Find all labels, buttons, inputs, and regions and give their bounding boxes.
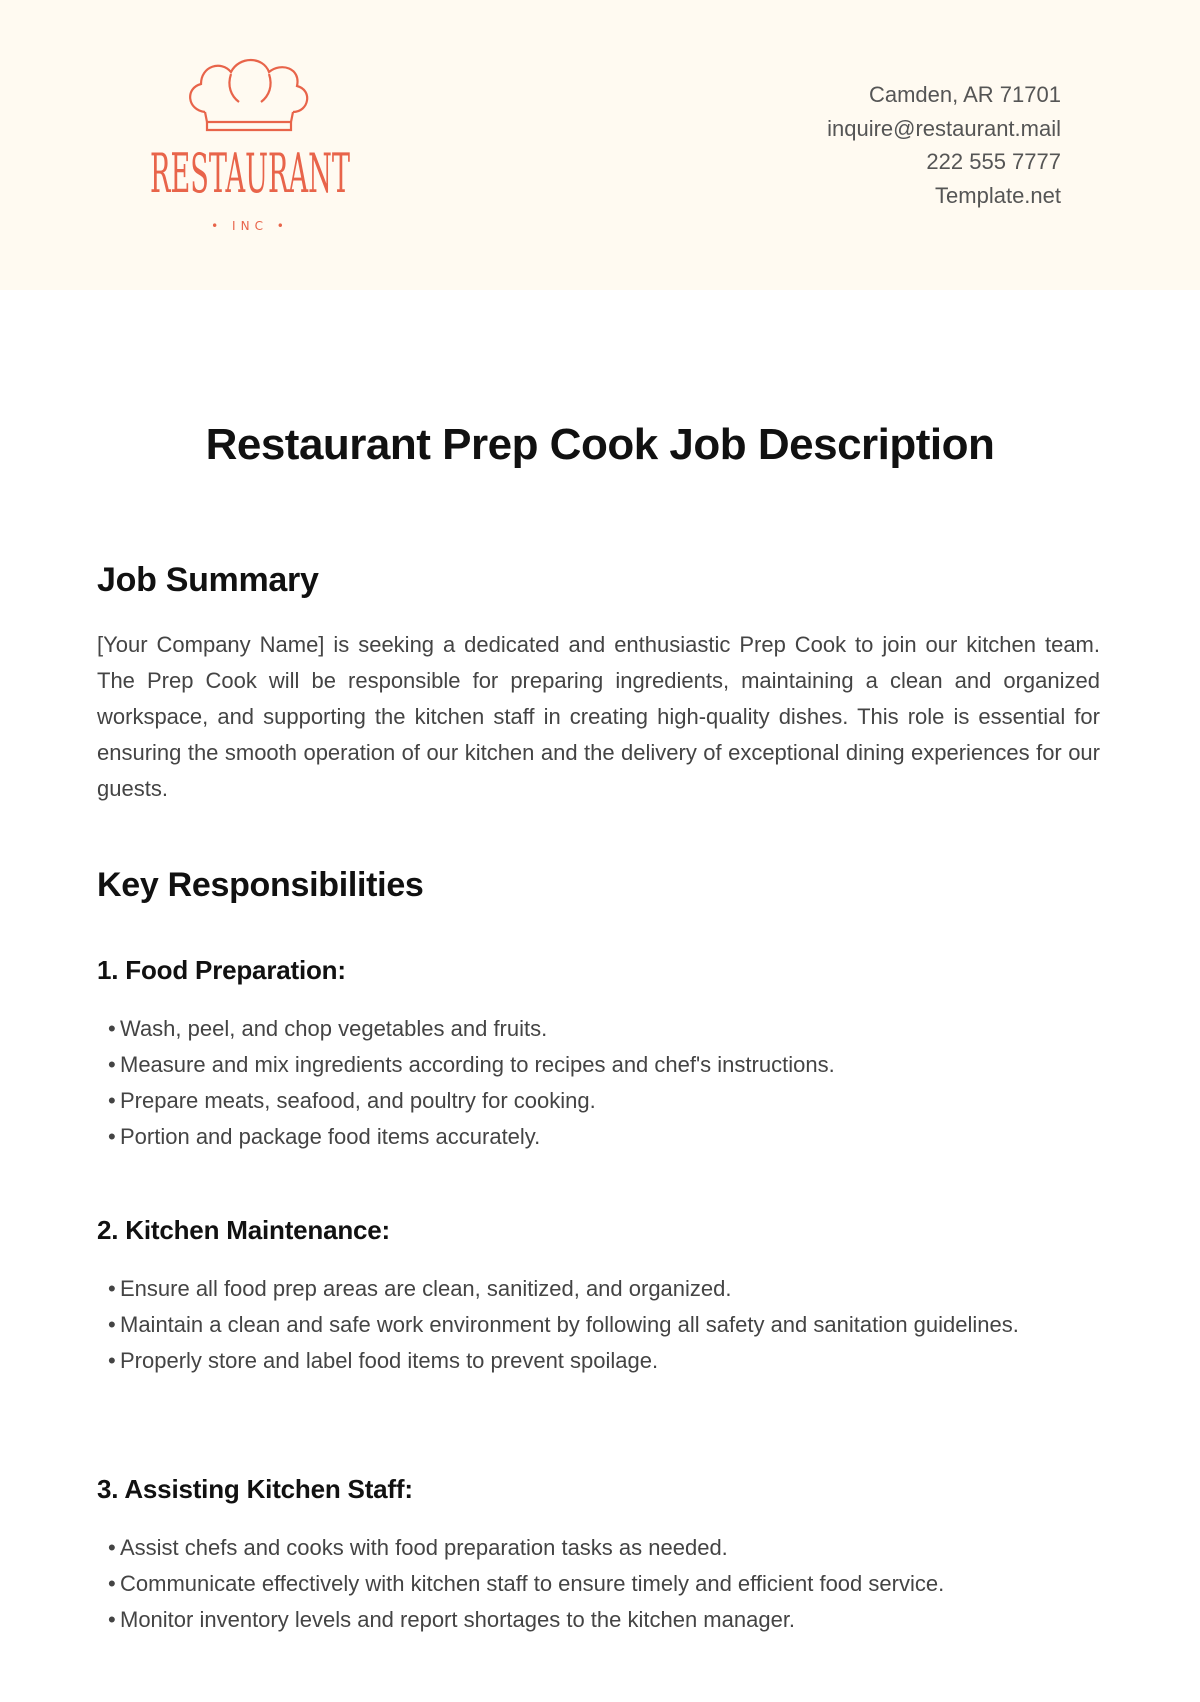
list-item: • Wash, peel, and chop vegetables and fruits. (108, 1011, 1076, 1047)
list-item: • Maintain a clean and safe work environment by following all safety and sanitation guidelines. (108, 1307, 1076, 1343)
document-title: Restaurant Prep Cook Job Description (205, 420, 995, 469)
chef-hat-icon (190, 60, 307, 130)
list-item: • Portion and package food items accurately. (108, 1119, 1076, 1155)
job-summary-text: [Your Company Name] is seeking a dedicated and enthusiastic Prep Cook to join our kitchen team. The Prep Cook will be responsible for preparing ingredients, maintaining a clean and organized workspace, and supporting the kitchen staff in creating high-quality dishes. This role is essential for ensuring the smooth operation of our kitchen and the delivery of exceptional dining experiences for our guests. (97, 632, 1100, 801)
assisting-kitchen-staff-list (108, 1530, 1076, 1638)
contact-phone: 222 555 7777 (926, 149, 1061, 174)
group-title-food-preparation: 1. Food Preparation: (97, 955, 346, 985)
list-item: • Communicate effectively with kitchen staff to ensure timely and efficient food service. (108, 1566, 1076, 1602)
logo-subtitle: • INC • (211, 219, 289, 233)
logo-wordmark: RESTAURANT (150, 142, 350, 205)
job-summary-heading: Job Summary (97, 561, 319, 599)
contact-block (827, 78, 1061, 212)
contact-website[interactable]: Template.net (935, 182, 1061, 208)
letterhead (0, 0, 1200, 290)
restaurant-logo (135, 52, 365, 242)
contact-address: Camden, AR 71701 (868, 82, 1061, 107)
contact-email[interactable]: inquire@restaurant.mail (827, 115, 1061, 141)
group-title-kitchen-maintenance: 2. Kitchen Maintenance: (97, 1215, 391, 1245)
list-item: • Measure and mix ingredients according to recipes and chef's instructions. (108, 1047, 1076, 1083)
key-responsibilities-heading: Key Responsibilities (97, 866, 424, 904)
list-item: • Assist chefs and cooks with food preparation tasks as needed. (108, 1530, 1076, 1566)
list-item: • Properly store and label food items to prevent spoilage. (108, 1343, 1076, 1379)
list-item: • Prepare meats, seafood, and poultry for cooking. (108, 1083, 1076, 1119)
food-preparation-list (108, 1011, 1076, 1155)
list-item: • Ensure all food prep areas are clean, sanitized, and organized. (108, 1271, 1076, 1307)
list-item: • Monitor inventory levels and report shortages to the kitchen manager. (108, 1602, 1076, 1638)
group-title-assisting-kitchen-staff: 3. Assisting Kitchen Staff: (97, 1474, 413, 1504)
kitchen-maintenance-list (108, 1271, 1076, 1379)
